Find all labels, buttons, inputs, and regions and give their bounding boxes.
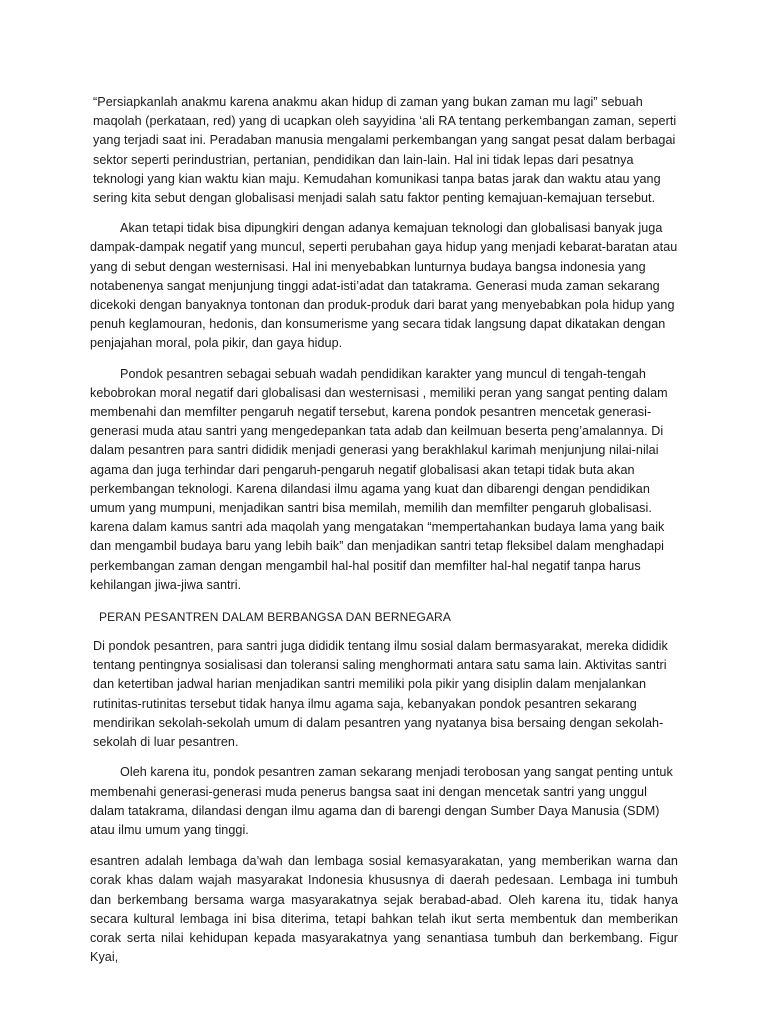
- paragraph-3: Pondok pesantren sebagai sebuah wadah pendidikan karakter yang muncul di tengah-tengah kebobrokan moral negatif dari globalisasi dan westernisasi , memiliki peran yang sangat penting dalam membenahi dan memfilter pengaruh negatif tersebut, karena pondok pesantren mencetak generasi-generasi muda atau santri yang mengedepankan tata adab dan keilmuan beserta peng’amalannya. Di dalam pesantren para santri dididik menjadi generasi yang berakhlakul karimah menjunjung nilai-nilai agama dan juga terhindar dari pengaruh-pengaruh negatif globalisasi akan tetapi tidak buta akan perkembangan teknologi. Karena dilandasi ilmu agama yang kuat dan dibarengi dengan pendidikan umum yang mumpuni, menjadikan santri bisa memilah, memilih dan memfilter pengaruh globalisasi. karena dalam kamus santri ada maqolah yang mengatakan “mempertahankan budaya lama yang baik dan mengambil budaya baru yang lebih baik” dan menjadikan santri tetap fleksibel dalam menghadapi perkembangan zaman dengan mengambil hal-hal positif dan memfilter hal-hal negatif tanpa harus kehilangan jiwa-jiwa santri.: [90, 366, 668, 592]
- paragraph-6: esantren adalah lembaga da’wah dan lembaga sosial kemasyarakatan, yang memberikan warna dan corak khas dalam wajah masyarakat Indonesia khususnya di daerah pedesaan. Lembaga ini tumbuh dan berkembang bersama warga masyarakatnya sejak berabad-abad. Oleh karena itu, tidak hanya secara kultural lembaga ini bisa diterima, tetapi bahkan telah ikut serta membentuk dan memberikan corak serta nilai kehidupan kepada masyarakatnya yang senantiasa tumbuh dan berkembang. Figur Kyai,: [90, 854, 678, 965]
- document-page: [90, 93, 678, 978]
- paragraph-2: Akan tetapi tidak bisa dipungkiri dengan adanya kemajuan teknologi dan globalisasi banyak juga dampak-dampak negatif yang muncul, seperti perubahan gaya hidup yang menjadi kebarat-baratan atau yang di sebut dengan westernisasi. Hal ini menyebabkan lunturnya budaya bangsa indonesia yang notabenenya sangat menjunjung tinggi adat-isti’adat dan tatakrama. Generasi muda zaman sekarang dicekoki dengan banyaknya tontonan dan produk-produk dari barat yang menyebabkan pola hidup yang penuh keglamouran, hedonis, dan konsumerisme yang secara tidak langsung dapat dikatakan dengan penjajahan moral, pola pikir, dan gaya hidup.: [90, 221, 678, 351]
- paragraph-1: “Persiapkanlah anakmu karena anakmu akan hidup di zaman yang bukan zaman mu lagi” sebuah maqolah (perkataan, red) yang di ucapkan oleh sayyidina ‘ali RA tentang perkembangan zaman, seperti yang terjadi saat ini. Peradaban manusia mengalami perkembangan yang sangat pesat dalam berbagai sektor seperti perindustrian, pertanian, pendidikan dan lain-lain. Hal ini tidak lepas dari pesatnya teknologi yang kian waktu kian maju. Kemudahan komunikasi tanpa batas jarak dan waktu atau yang sering kita sebut dengan globalisasi menjadi salah satu faktor penting kemajuan-kemajuan tersebut.: [93, 95, 677, 206]
- section-heading: PERAN PESANTREN DALAM BERBANGSA DAN BERNEGARA: [99, 610, 451, 625]
- paragraph-4: Di pondok pesantren, para santri juga dididik tentang ilmu sosial dalam bermasyarakat, mereka dididik tentang pentingnya sosialisasi dan toleransi saling menghormati antara satu sama lain. Aktivitas santri dan ketertiban jadwal harian menjadikan santri memiliki pola pikir yang disiplin dalam menjalankan rutinitas-rutinitas tersebut tidak hanya ilmu agama saja, kebanyakan pondok pesantren sekarang mendirikan sekolah-sekolah umum di dalam pesantren yang nyatanya bisa bersaing dengan sekolah-sekolah di luar pesantren.: [93, 639, 668, 750]
- paragraph-5: Oleh karena itu, pondok pesantren zaman sekarang menjadi terobosan yang sangat penting untuk membenahi generasi-generasi muda penerus bangsa saat ini dengan mencetak santri yang unggul dalam tatakrama, dilandasi dengan ilmu agama dan di barengi dengan Sumber Daya Manusia (SDM) atau ilmu umum yang tinggi.: [90, 765, 673, 837]
